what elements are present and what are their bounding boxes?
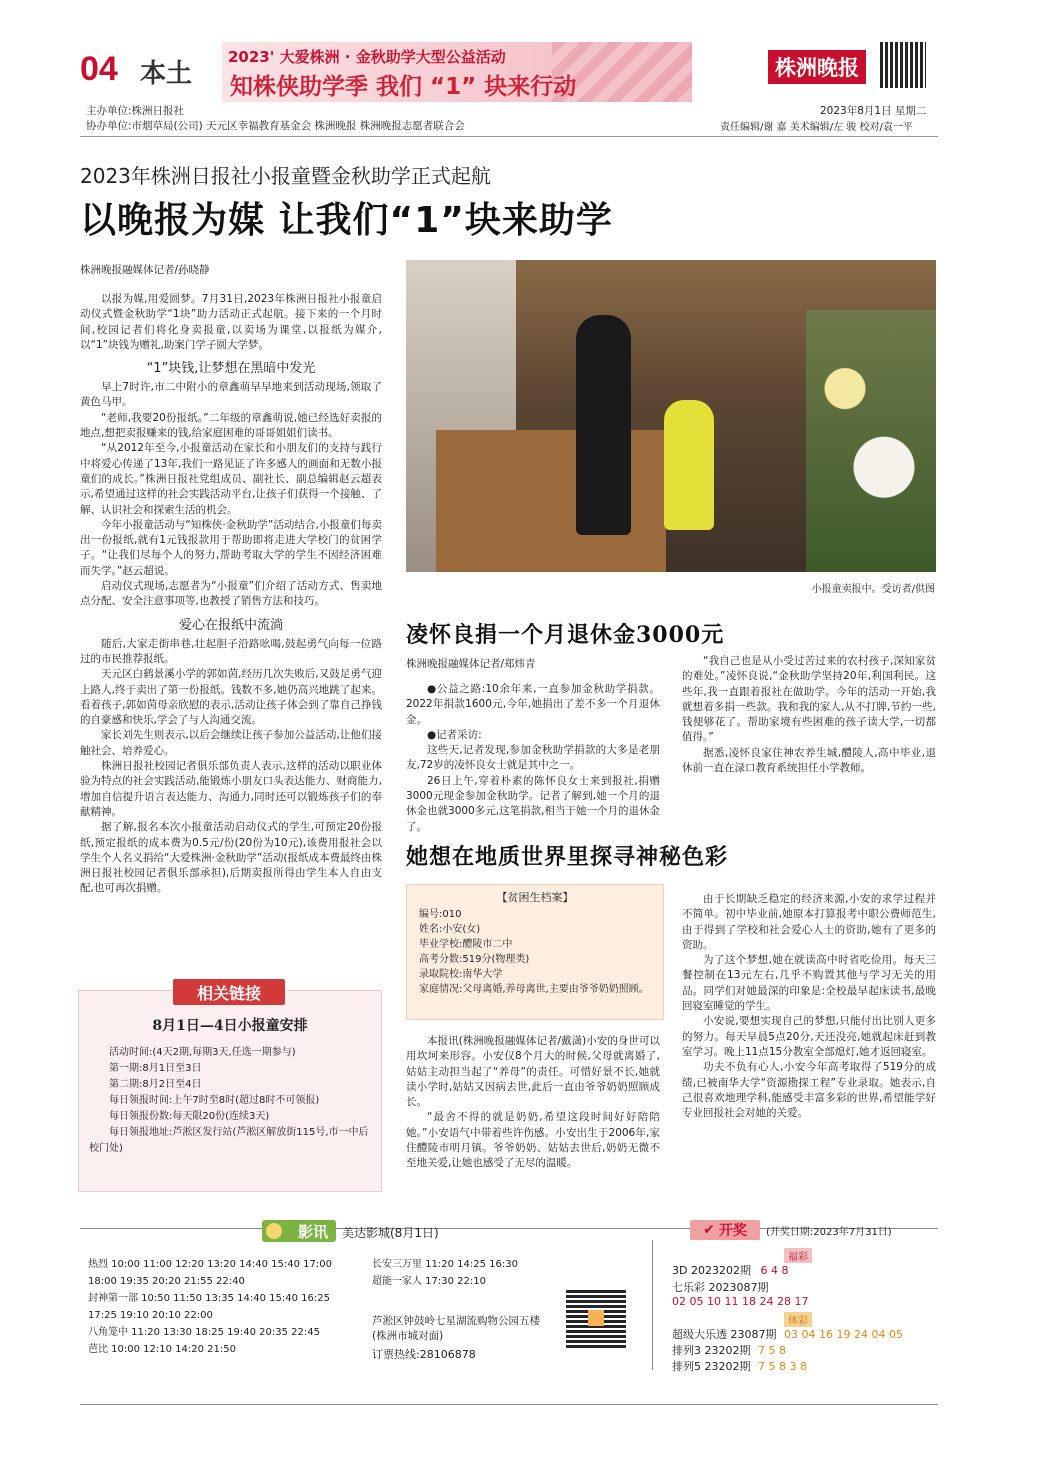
paragraph: “最舍不得的就是奶奶,希望这段时间好好陪陪她。”小安语气中带着些许伤感。小安出生于2006年,家住醴陵市明月镇。爷爷奶奶、姑姑去世后,奶奶无微不至地关爱,让她也感受了无尽的温暖。 [406,1111,660,1170]
schedule-row: 八角笼中 11:20 13:30 18:25 19:40 20:35 22:45 [88,1327,320,1338]
paragraph: 随后,大家走街串巷,壮起胆子沿路吆喝,鼓起勇气向每一位路过的市民推荐报纸。 [80,637,382,665]
article2-headline: 凌怀良捐一个月退休金3000元 [406,622,725,648]
list-item: 每日领报地址:芦淞区发行站(芦淞区解放街115号,市一中后校门处) [89,1127,369,1154]
paragraph: 家长刘先生则表示,以后会继续让孩子参加公益活动,让他们接触社会、培养爱心。 [80,729,382,757]
newspaper-logo: 株洲晚报 [768,50,866,84]
profile-box-list [407,905,663,999]
lottery-qlc-numbers: 02 05 10 11 18 24 28 17 [672,1295,809,1308]
article3-col1 [406,1034,660,1172]
editors-line: 责任编辑/谢 嘉 美术编辑/左 骏 校对/袁一平 [720,122,913,133]
lottery-p5-numbers: 7 5 8 3 8 [758,1360,807,1373]
lottery-p3-name: 排列3 23202期 [672,1344,751,1357]
photo-caption: 小报童卖报中。受访者/供图 [811,584,935,595]
campaign-banner [222,42,692,102]
article2-byline: 株洲晚报融媒体记者/郑炜青 [406,658,536,670]
paragraph: ●公益之路:10余年来,一直参加金秋助学捐款。2022年捐款1600元,今年,她捐出了差不多一个月退休金。 [406,683,660,726]
film-reel-icon [266,1223,282,1239]
paragraph: 功夫不负有心人,小安今年高考取得了519分的成绩,已被南华大学“资源勘探工程”专业录取。她表示,自己很喜欢地理学科,能感受丰富多彩的世界,希望能学好专业回报社会对她的关爱。 [682,1061,936,1120]
profile-item: 姓名:小安(女) [419,924,481,935]
paragraph: 今年小报童活动与“知株侠·金秋助学”活动结合,小报童们每卖出一份报纸,就有1元钱报款用于帮助即将走进大学校门的贫困学子。“让我们尽每个人的努力,帮助考取大学的学生不因经济困难而失学。”赵云超说。 [80,518,382,577]
profile-box-title: 【贫困生档案】 [496,891,574,904]
co-sponsor-line: 协办单位:市烟草局(公司) 天元区幸福教育基金会 株洲晚报 株洲晚报志愿者联合会 [86,120,465,132]
subheading: 爱心在报纸中流淌 [178,617,283,633]
main-headline: 以晚报为媒 让我们“1”块来助学 [80,200,613,241]
photo-flowers [806,310,936,572]
photo-woman [576,315,631,535]
paragraph: 据了解,报名本次小报童活动启动仪式的学生,可预定20份报纸,预定报纸的成本费为0.5元/份(20份为10元),该费用报社会以学生个人名义捐给“大爱株洲·金秋助学”活动(报纸成本费最终由株洲日报社校园记者俱乐部承担),后期卖报所得由学生本人自由支配,也可再次捐赠。 [80,821,382,895]
banner-top-text: 2023' 大爱株洲 · 金秋助学大型公益活动 [228,48,506,66]
main-byline: 株洲晚报融媒体记者/孙晓静 [80,264,210,276]
cinema-schedule-left [88,1256,358,1358]
article2-col1 [406,682,660,835]
sponsor-line: 主办单位:株洲日报社 [86,105,185,117]
list-item: 每日领报时间:上午7时至8时(超过8时不可领报) [109,1095,320,1106]
list-item: 第一期:8月1日至3日 [109,1063,202,1074]
lottery-3d-row [672,1262,788,1278]
subheading: “1”块钱,让梦想在黑暗中发光 [146,361,316,377]
article3-col2 [682,892,936,1121]
schedule-row: 封神第一部 10:50 11:50 13:35 14:40 15:40 16:25 [88,1293,330,1304]
checkmark-icon: ✔ [703,1222,715,1238]
cinema-tag-label: 影讯 [297,1222,328,1241]
lottery-date: (开奖日期:2023年7月31日) [766,1227,892,1238]
lottery-p5-row [672,1358,807,1374]
ticai-label: 体彩 [784,1312,812,1327]
lottery-p5-name: 排列5 23202期 [672,1360,751,1373]
schedule-row: 18:00 19:35 20:20 21:55 22:40 [88,1276,245,1287]
related-links-box [78,983,382,1192]
paragraph: 启动仪式现场,志愿者为“小报童”们介绍了活动方式、售卖地点分配、安全注意事项等,也教授了销售方法和技巧。 [80,580,382,608]
fucai-label: 福彩 [784,1248,812,1263]
list-item: 第二期:8月2日至4日 [109,1079,202,1090]
list-item: 每日领报份数:每天限20份(连续3天) [109,1111,270,1122]
profile-item: 高考分数:519分(物理类) [419,954,530,965]
banner-main-text: 知株侠助学季 我们 “1” 块来行动 [230,74,577,100]
schedule-row: 17:25 19:10 20:10 22:00 [88,1310,213,1321]
lottery-p3-row [672,1342,786,1358]
footer-divider [80,1404,938,1405]
student-profile-box [406,884,664,1020]
article2-col2 [682,654,936,776]
schedule-row: 长安三万里 11:20 14:25 16:30 [372,1259,518,1270]
schedule-row: 芭比 10:00 12:10 14:20 21:50 [88,1344,236,1355]
paragraph: 本报讯(株洲晚报融媒体记者/戴潇)小安的身世可以用坎坷来形容。小安仅8个月大的时候,父母就离婚了,姑姑主动担当起了“养母”的责任。可惜好景不长,她就读小学时,姑姑又因病去世,此后一直由爷爷奶奶照顾成长。 [406,1035,660,1109]
lottery-dlt-name: 超级大乐透 23087期 [672,1328,777,1341]
lottery-dlt-numbers: 03 04 16 19 24 04 05 [784,1328,903,1341]
paragraph: 为了这个梦想,她在就读高中时省吃俭用。每天三餐控制在13元左右,几乎不购置其他与学习无关的用品。同学们对她最深的印象是:全校最早起床读书,最晚回寝室睡觉的学生。 [682,954,936,1013]
profile-item: 毕业学校:醴陵市二中 [419,939,513,950]
related-links-tag: 相关链接 [173,979,285,1005]
app-logo-icon [588,1310,604,1326]
paragraph: 以报为媒,用爱圆梦。7月31日,2023年株洲日报社小报童启动仪式暨金秋助学“1块”助力活动正式起航。接下来的一个月时间,校园记者们将化身卖报童,以卖场为课堂,以报纸为媒介,以“1”块钱为赠礼,助案门学子圆大学梦。 [80,293,382,351]
cinema-schedule-right [372,1256,572,1290]
profile-item: 编号:010 [419,909,462,920]
section-name: 本土 [140,59,193,89]
cinema-address: 芦淞区钟鼓岭七星湖流购物公园五楼(株洲市城对面) [372,1315,540,1342]
paragraph: 据悉,凌怀良家住神农养生城,醴陵人,高中毕业,退休前一直在渌口教育系统担任小学教师。 [682,746,936,775]
page-number: 04 [80,50,118,88]
news-photo [406,260,936,572]
cinema-tag [262,1220,336,1242]
paragraph: 这些天,记者发现,参加金秋助学捐款的大多是老朋友,72岁的凌怀良女士就是其中之一。 [406,744,660,772]
profile-item: 录取院校:南华大学 [419,969,503,980]
profile-item: 家庭情况:父母离婚,养母离世,主要由爷爷奶奶照顾。 [419,984,649,995]
paragraph: 早上7时许,市二中附小的章鑫萌早早地来到活动现场,领取了黄色马甲。 [80,381,382,409]
schedule-row: 超能一家人 17:30 22:10 [372,1276,486,1287]
main-kicker: 2023年株洲日报社小报童暨金秋助学正式起航 [80,164,491,188]
photo-child-vest [664,400,714,530]
related-links-title: 8月1日—4日小报童安排 [152,1018,308,1034]
lottery-dlt-row [672,1326,903,1342]
cinema-title: 美达影城(8月1日) [342,1226,439,1240]
paragraph: “老师,我要20份报纸。”二年级的章鑫萌说,她已经选好卖报的地点,想把卖报赚来的钱,给家庭困难的哥哥姐姐们读书。 [80,411,382,440]
paragraph: “我自己也是从小受过苦过来的农村孩子,深知家贫的难处。”凌怀良说,“金秋助学坚持20年,利国利民。这些年,我一直跟着报社在做助学。今年的活动一开始,我就想着多捐一些款。我和我的家人,从不打牌,节约一些,钱便够花了。帮助家境有些困难的孩子读大学,一切都值得。” [682,655,936,744]
schedule-row: 热烈 10:00 11:00 12:20 13:20 14:40 15:40 17:00 [88,1259,332,1270]
related-links-list [89,1045,371,1157]
paragraph: 天元区白鹤景溪小学的郭如茵,经历几次失败后,又鼓足勇气迎上路人,终于卖出了第一份报纸。钱数不多,她仍高兴地跳了起来。看着孩子,郭如茵母亲欣慰的表示,活动让孩子体会到了靠自己挣钱的自豪感和快乐,学会了与人沟通交流。 [80,668,382,727]
list-item: 活动时间:(4天2期,每期3天,任选一期参与) [109,1047,296,1058]
lottery-p3-numbers: 7 5 8 [758,1344,786,1357]
cinema-phone: 订票热线:28106878 [372,1348,476,1361]
lottery-tag-label: 开奖 [718,1223,747,1239]
paragraph: 由于长期缺乏稳定的经济来源,小安的求学过程并不简单。初中毕业前,她原本打算报考中职公费师范生,由于得到了学校和社会爱心人士的资助,她有了更多的资助。 [682,893,936,951]
paragraph: ●记者采访: [427,728,482,741]
paragraph: “从2012年至今,小报童活动在家长和小朋友们的支持与践行中将爱心传递了13年,我们一路见证了许多感人的画面和无数小报童们的成长。”株洲日报社党组成员、副社长、副总编辑赵云超表示,希望通过这样的社会实践活动平台,让孩子们获得一个接触、了解、认识社会和探索生活的机会。 [80,442,382,516]
photo-counter [436,430,666,572]
cinema-qr-code [566,1288,626,1348]
paragraph: 26日上午,穿着朴素的陈怀良女士来到报社,捐赠3000元现金参加金秋助学。记者了解到,她一个月的退休金也就3000多元,这笔捐款,相当于她一个月的退休金了。 [406,774,660,833]
lottery-qlc-name: 七乐彩 2023087期 [672,1281,769,1294]
lottery-3d-name: 3D 2023202期 [672,1264,751,1277]
masthead-divider [80,136,938,137]
paragraph: 株洲日报社校园记者俱乐部负责人表示,这样的活动以职业体验为特点的社会实践活动,能锻炼小朋友口头表达能力、财商能力,增加自信提升语言表达能力、沟通力,同时还可以锻炼孩子们的奉献精神。 [80,760,382,818]
masthead-qr-code [880,42,926,88]
paragraph: 小安说,要想实现自己的梦想,只能付出比别人更多的努力。每天早晨5点20分,天还没亮,她就起床赶到教室学习。晚上11点15分教室全部熄灯,她才返回寝室。 [682,1015,936,1058]
bottom-vertical-divider [652,1240,653,1370]
lottery-tag [690,1220,760,1240]
lottery-3d-numbers: 6 4 8 [760,1264,789,1277]
issue-date: 2023年8月1日 星期二 [820,105,927,117]
main-article-body [80,292,382,897]
article3-headline: 她想在地质世界里探寻神秘色彩 [406,844,729,870]
